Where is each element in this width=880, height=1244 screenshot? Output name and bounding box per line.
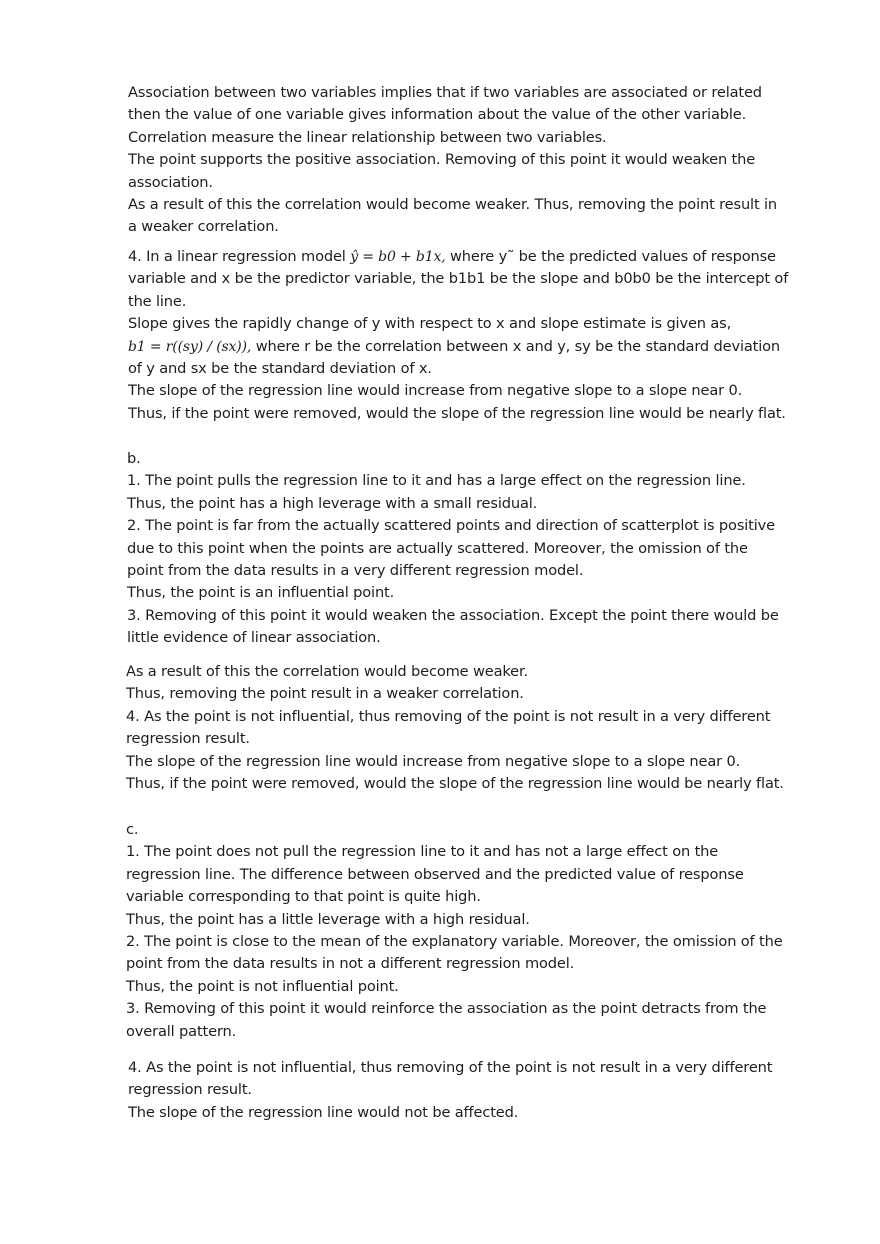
text-line: Correlation measure the linear relationship between two variables. (128, 128, 607, 146)
text-line: Thus, the point has a high leverage with a small residual. (127, 494, 538, 512)
text-line: regression line. The difference between observed and the predicted value of response (126, 865, 744, 883)
text-line: Slope gives the rapidly change of y with respect to x and slope estimate is given as, (128, 315, 732, 333)
text-line (128, 246, 776, 268)
text-line: of y and sx be the standard deviation of x. (128, 360, 432, 377)
text-line: As a result of this the correlation would become weaker. (126, 663, 529, 680)
text-line: As a result of this the correlation would become weaker. Thus, removing the point result in (128, 196, 778, 213)
text-line: b. (127, 450, 141, 467)
text-line: 1. The point does not pull the regression line to it and has not a large effect on the (126, 843, 719, 861)
text-line: 4. As the point is not influential, thus removing of the point is not result in a very different (128, 1059, 773, 1076)
text-line: the line. (128, 292, 187, 310)
text-line (128, 336, 780, 358)
text-line: variable corresponding to that point is quite high. (126, 888, 481, 906)
text-line: Thus, the point is not influential point. (126, 977, 399, 995)
text-line: Thus, if the point were removed, would the slope of the regression line would be nearly flat. (128, 404, 786, 422)
text-line: overall pattern. (126, 1022, 237, 1040)
text-line: 3. Removing of this point it would reinforce the association as the point detracts from the (126, 1000, 767, 1018)
text-line: c. (126, 821, 139, 838)
text-line: 2. The point is far from the actually scattered points and direction of scatterplot is positive (127, 517, 775, 535)
text-line: a weaker correlation. (128, 218, 279, 236)
text-line: point from the data results in a very different regression model. (127, 562, 584, 579)
text-line: The slope of the regression line would increase from negative slope to a slope near 0. (128, 382, 743, 400)
text-line: variable and x be the predictor variable, the b1b1 be the slope and b0b0 be the intercept of (128, 270, 789, 288)
text-line: The slope of the regression line would not be affected. (128, 1103, 519, 1121)
text-line: 1. The point pulls the regression line to it and has a large effect on the regression line. (127, 472, 746, 490)
text-span: 4. In a linear regression model (128, 248, 351, 265)
text-line: regression result. (126, 730, 250, 748)
text-line: 3. Removing of this point it would weaken the association. Except the point there would be (127, 606, 779, 624)
text-line: Association between two variables implies that if two variables are associated or related (128, 84, 762, 101)
text-line: Thus, the point has a little leverage with a high residual. (126, 910, 530, 928)
text-span: where r be the correlation between x and y, sy be the standard deviation (251, 337, 781, 355)
text-line: 4. As the point is not influential, thus removing of the point is not result in a very different (126, 707, 771, 725)
text-line: The slope of the regression line would increase from negative slope to a slope near 0. (126, 752, 741, 770)
text-line: then the value of one variable gives information about the value of the other variable. (128, 106, 747, 124)
text-line: Thus, removing the point result in a weaker correlation. (126, 685, 524, 703)
text-line: Thus, if the point were removed, would the slope of the regression line would be nearly flat. (126, 775, 784, 792)
math-formula: b1 = r((sy) / (sx)), (128, 338, 252, 355)
math-formula: ŷ = b0 + b1x, (350, 249, 446, 265)
text-line: point from the data results in not a different regression model. (126, 955, 575, 973)
text-line: due to this point when the points are actually scattered. Moreover, the omission of the (127, 539, 748, 557)
text-line: little evidence of linear association. (127, 629, 381, 647)
text-span: where y˜ be the predicted values of response (445, 248, 776, 265)
text-line: regression result. (128, 1081, 252, 1099)
text-line: association. (128, 173, 213, 191)
text-line: Thus, the point is an influential point. (127, 584, 395, 602)
text-line: The point supports the positive association. Removing of this point it would weaken the (128, 151, 756, 169)
text-line: 2. The point is close to the mean of the explanatory variable. Moreover, the omission of the (126, 933, 783, 950)
